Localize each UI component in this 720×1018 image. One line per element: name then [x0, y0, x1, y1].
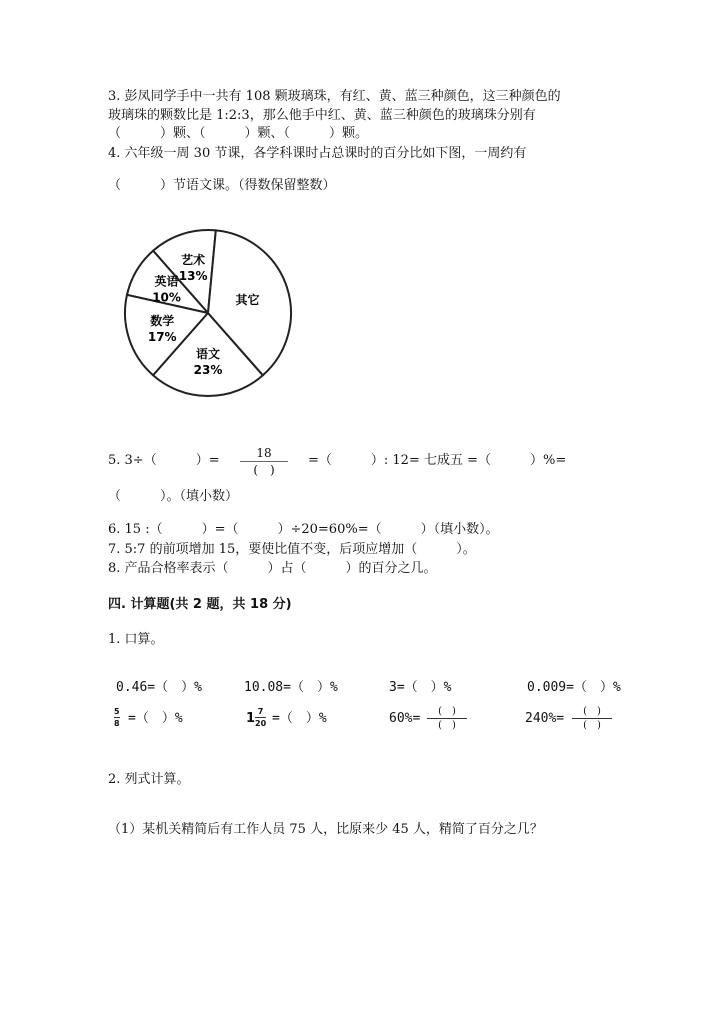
question-7: 7. 5:7 的前项增加 15，要使比值不变，后项应增加（ ）。 [108, 542, 476, 557]
fraction-numerator: ( ) [583, 706, 601, 717]
fraction-numerator: 5 [114, 707, 120, 716]
fraction-bar [114, 717, 120, 718]
oral-calc-item: 10.08=（ ）% [244, 680, 338, 695]
oral-calc-tail: =（ ）% [272, 711, 327, 726]
pie-label-value: 23% [193, 363, 223, 378]
q4-line-2: （ ）节语文课。（得数保留整数） [108, 178, 336, 193]
subject-pie-chart [118, 228, 298, 408]
pie-label-name: 英语 [154, 274, 179, 289]
pie-label-name: 艺术 [181, 253, 206, 268]
mixed-whole: 1 [246, 711, 256, 726]
q5-frac-numerator: 18 [256, 446, 272, 460]
q3-line-1: 3. 彭凤同学手中一共有 108 颗玻璃珠，有红、黄、蓝三种颜色，这三种颜色的 [108, 89, 561, 104]
percent-60: 60%= [389, 711, 421, 726]
blank-fraction [572, 706, 612, 731]
calc-q1-title: 1. 口算。 [108, 632, 164, 647]
q5-line-2: （ ）。（填小数） [108, 489, 239, 504]
pie-label-name: 其它 [235, 293, 260, 308]
fraction-bar [240, 461, 288, 462]
question-8: 8. 产品合格率表示（ ）占（ ）的百分之几。 [108, 561, 437, 576]
section-4-title: 四. 计算题(共 2 题，共 18 分) [108, 597, 292, 612]
fraction-numerator: ( ) [438, 706, 456, 717]
pie-label-value: 17% [147, 329, 177, 344]
pie-label-value: 13% [178, 269, 208, 284]
fraction-bar [255, 717, 266, 718]
pie-label-name: 语文 [195, 347, 221, 362]
oral-calc-tail: =（ ）% [128, 711, 183, 726]
pie-label-name: 数学 [150, 313, 175, 328]
question-6: 6. 15 :（ ）=（ ）÷20=60%=（ ）（填小数）。 [108, 522, 499, 537]
calc-q2-title: 2. 列式计算。 [108, 772, 190, 787]
q3-line-2: 玻璃珠的颗数比是 1:2:3，那么他手中红、黄、蓝三种颜色的玻璃珠分别有 [108, 108, 536, 123]
blank-fraction [427, 706, 467, 731]
fraction-denominator: ( ) [583, 720, 601, 731]
oral-calc-item: 3=（ ）% [389, 680, 452, 695]
q5-frac-denominator: ( ) [253, 463, 275, 477]
q5-fraction [240, 446, 288, 477]
fraction-denominator: 20 [255, 719, 267, 728]
fraction-denominator: ( ) [438, 720, 456, 731]
q4-line-1: 4. 六年级一周 30 节课，各学科课时占总课时的百分比如下图，一周约有 [108, 146, 527, 161]
calc-q2-1: （1）某机关精简后有工作人员 75 人，比原来少 45 人，精简了百分之几？ [108, 822, 543, 837]
fraction-bar [427, 718, 467, 719]
q3-line-3: （ ）颗、（ ）颗、（ ）颗。 [108, 126, 369, 141]
fraction-5-8 [114, 707, 120, 728]
oral-calc-item: 0.009=（ ）% [527, 680, 621, 695]
fraction-numerator: 7 [257, 707, 264, 716]
q5-part-2: =（ ）: 12= 七成五 =（ ）%= [308, 453, 567, 468]
fraction-7-20 [255, 707, 266, 728]
percent-240: 240%= [525, 711, 565, 726]
q5-part-1: 5. 3÷（ ）= [108, 453, 220, 468]
fraction-denominator: 8 [114, 719, 120, 728]
pie-label-value: 10% [152, 290, 181, 305]
oral-calc-item: 0.46=（ ）% [116, 680, 202, 695]
fraction-bar [572, 718, 612, 719]
